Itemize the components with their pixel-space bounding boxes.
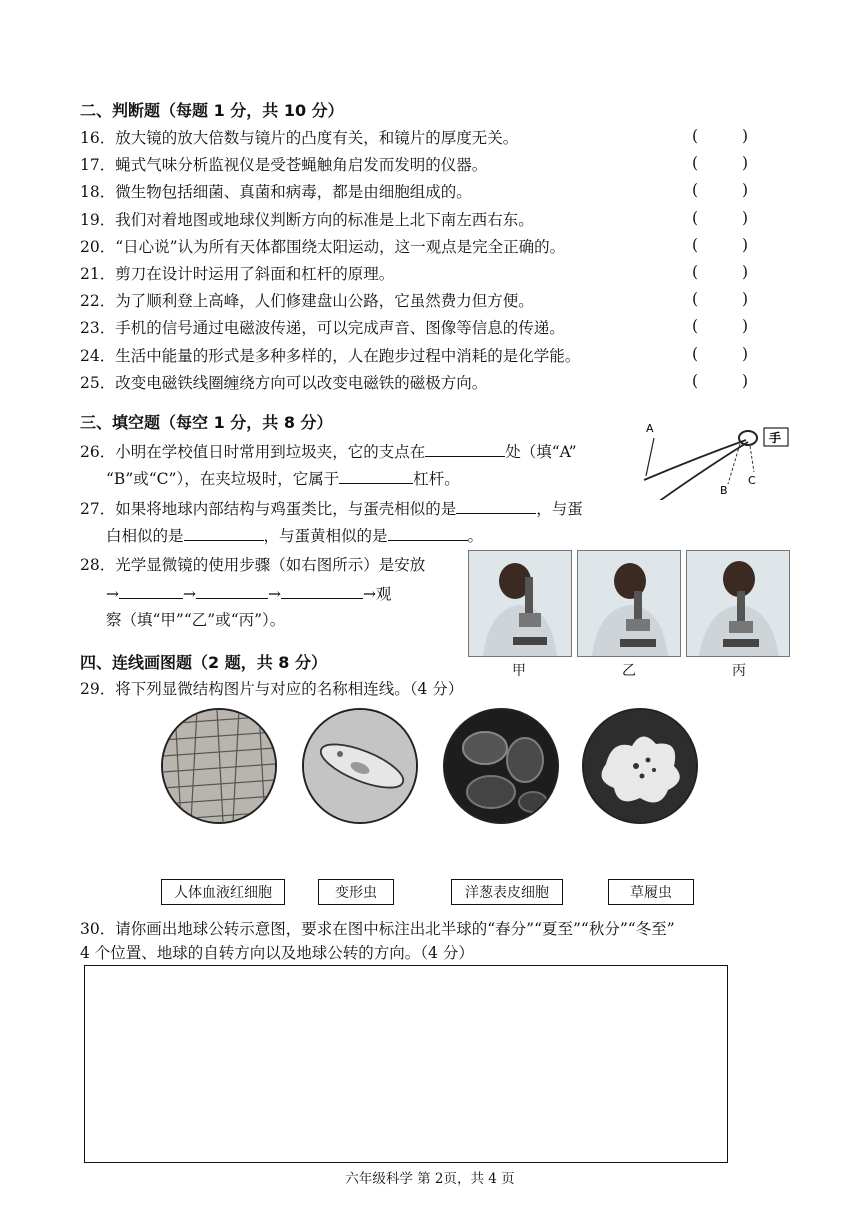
question-25: 25．改变电磁铁线圈缠绕方向可以改变电磁铁的磁极方向。 [80,373,488,392]
name-box-paramecium[interactable]: 草履虫 [608,879,694,905]
q26-text-d: 杠杆。 [413,470,460,488]
answer-paren-18[interactable] [692,181,748,199]
arrow-icon: → [106,585,119,603]
q26-text-b: 处（填“A” [505,443,577,461]
question-19: 19．我们对着地图或地球仪判断方向的标准是上北下南左西右东。 [80,210,534,229]
answer-paren-23[interactable] [692,317,748,335]
photo-microscope-bing [686,550,790,657]
paren-close: ) [741,317,748,336]
question-23: 23．手机的信号通过电磁波传递，可以完成声音、图像等信息的传递。 [80,319,565,338]
question-30-line2: 4 个位置、地球的自转方向以及地球公转的方向。（4 分） [80,944,474,962]
paren-open: ( [692,263,699,281]
question-28-line1 [80,554,425,576]
diagram-pointer-a [646,438,654,476]
paren-close: ) [741,208,748,227]
section3-heading: 三、填空题（每空 1 分，共 8 分） [80,413,333,432]
answer-paren-25[interactable] [692,372,748,390]
paren-close: ) [741,181,748,200]
caption-jia: 甲 [512,663,526,679]
image-onion-cells [161,708,277,824]
paren-close: ) [741,154,748,173]
paren-close: ) [741,371,748,390]
question-16: 16．放大镜的放大倍数与镜片的凸度有关，和镜片的厚度无关。 [80,129,519,147]
diagram-label-b: B [720,484,728,497]
question-28-line3 [106,609,285,631]
paren-close: ) [741,127,748,145]
question-26-line1 [80,440,577,463]
paren-close: ) [741,235,748,254]
q28-text-end: →观 [363,585,392,603]
q27-text-d: ，与蛋黄相似的是 [263,527,388,545]
question-27-line2 [106,524,483,547]
question-29: 29．将下列显微结构图片与对应的名称相连线。（4 分） [80,680,464,698]
paren-open: ( [692,235,699,254]
name-box-onion-cells[interactable]: 洋葱表皮细胞 [451,879,563,905]
name-box-amoeba[interactable]: 变形虫 [318,879,394,905]
q26-text-a: 26．小明在学校值日时常用到垃圾夹，它的支点在 [80,443,426,461]
q28-text-c: 察（填“甲”“乙”或“丙”）。 [106,611,286,629]
q27-blank-3[interactable] [388,524,468,541]
q27-blank-2[interactable] [184,524,264,541]
picker-arm-lower [658,442,748,500]
diagram-pointer-c [750,446,754,472]
photo-microscope-yi [577,550,681,657]
answer-paren-24[interactable] [692,345,748,363]
q28-blank-1[interactable] [119,582,183,599]
paren-close: ) [741,263,748,281]
photo-microscope-jia [468,550,572,657]
paren-open: ( [692,127,699,145]
answer-paren-20[interactable] [692,236,748,254]
q28-blank-3[interactable] [281,582,363,599]
section4-heading: 四、连线画图题（2 题，共 8 分） [80,653,327,672]
answer-paren-19[interactable] [692,209,748,227]
page-footer: 六年级科学 第 2页，共 4 页 [345,1171,515,1187]
q27-text-e: 。 [467,527,484,545]
caption-bing: 丙 [732,663,746,679]
paren-open: ( [692,290,699,309]
arrow-icon: → [183,585,196,603]
section2-heading: 二、判断题（每题 1 分，共 10 分） [80,101,344,120]
q26-blank-2[interactable] [339,467,413,484]
question-26-line2 [106,467,460,490]
diagram-label-hand: 手 [769,431,782,445]
paren-open: ( [692,208,699,227]
diagram-label-c: C [748,474,756,487]
caption-yi: 乙 [622,663,636,679]
paren-close: ) [741,290,748,309]
question-21: 21．剪刀在设计时运用了斜面和杠杆的原理。 [80,265,395,283]
paren-close: ) [741,344,748,363]
question-18: 18．微生物包括细菌、真菌和病毒，都是由细胞组成的。 [80,183,472,202]
diagram-label-a: A [646,422,654,435]
question-24: 24．生活中能量的形式是多种多样的，人在跑步过程中消耗的是化学能。 [80,346,581,365]
question-30-line1: 30．请你画出地球公转示意图，要求在图中标注出北半球的“春分”“夏至”“秋分”“冬至” [80,920,675,938]
q27-blank-1[interactable] [456,497,536,514]
question-20: 20．“日心说”认为所有天体都围绕太阳运动，这一观点是完全正确的。 [80,237,566,256]
answer-paren-16[interactable] [692,127,748,145]
q26-blank-1[interactable] [425,440,505,457]
q28-blank-2[interactable] [196,582,268,599]
paren-open: ( [692,154,699,173]
paren-open: ( [692,317,699,336]
name-box-red-blood-cells[interactable]: 人体血液红细胞 [161,879,285,905]
image-amoeba [582,708,698,824]
image-paramecium [302,708,418,824]
drawing-answer-area[interactable] [84,965,728,1163]
answer-paren-17[interactable] [692,154,748,172]
arrow-icon: → [268,585,281,603]
paren-open: ( [692,371,699,390]
q26-text-c: “B”或“C”），在夹垃圾时，它属于 [106,470,340,488]
q28-text-a: 28．光学显微镜的使用步骤（如右图所示）是安放 [80,556,426,574]
question-17: 17．蝇式气味分析监视仪是受苍蝇触角启发而发明的仪器。 [80,156,488,175]
q27-text-c: 白相似的是 [106,527,184,545]
trash-picker-diagram [636,418,796,500]
image-red-blood-cells [443,708,559,824]
paren-open: ( [692,181,699,200]
paren-open: ( [692,344,699,363]
question-22: 22．为了顺利登上高峰，人们修建盘山公路，它虽然费力但方便。 [80,292,534,311]
q27-text-a: 27．如果将地球内部结构与鸡蛋类比，与蛋壳相似的是 [80,500,457,518]
q27-text-b: ，与蛋 [536,500,583,518]
question-28-line2 [106,582,392,605]
question-27-line1 [80,497,583,520]
answer-paren-21[interactable] [692,263,748,281]
answer-paren-22[interactable] [692,290,748,308]
